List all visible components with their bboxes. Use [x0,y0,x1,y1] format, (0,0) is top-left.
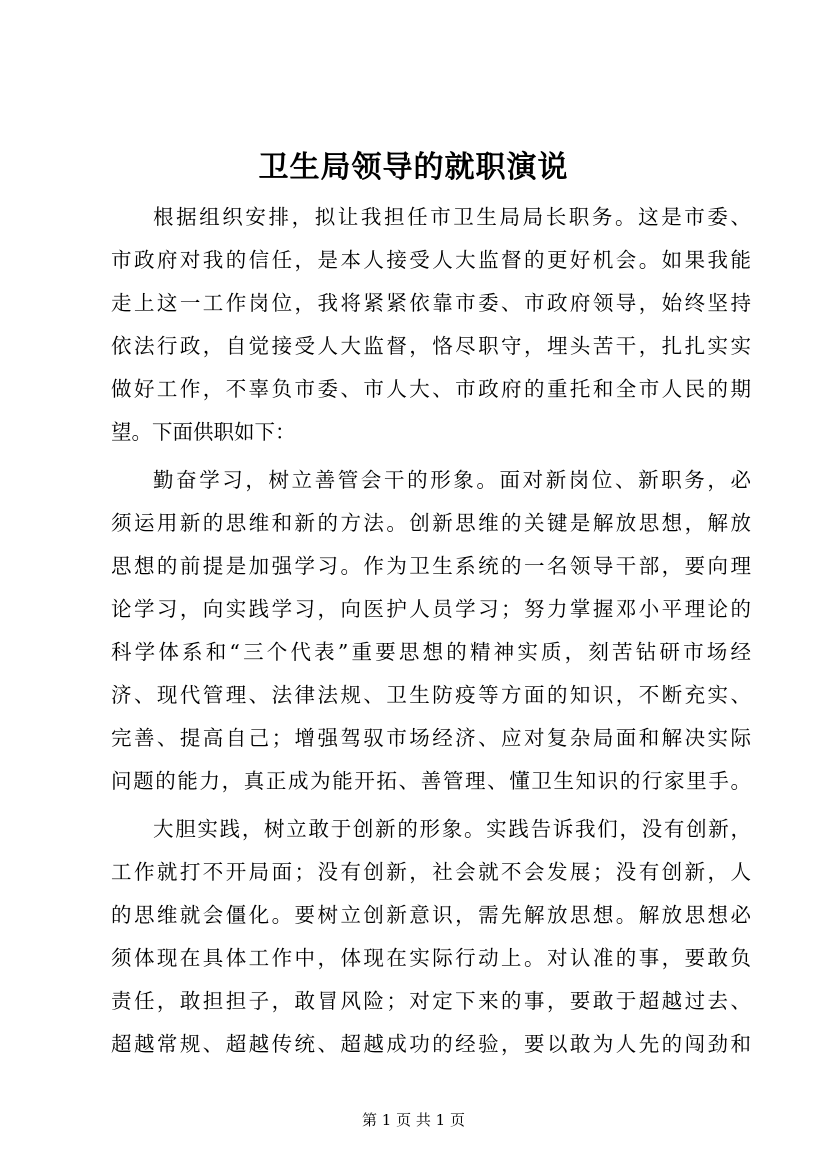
text-line: 须运用新的思维和新的方法。创新思维的关键是解放思想，解放 [111,511,751,535]
text-line: 思想的前提是加强学习。作为卫生系统的一名领导干部，要向理 [111,554,751,578]
text-line: 科学体系和“三个代表”重要思想的精神实质，刻苦钻研市场经 [111,640,751,664]
text-line: 完善、提高自己；增强驾驭市场经济、应对复杂局面和解决实际 [111,726,751,750]
text-line: 望。下面供职如下： [111,420,296,444]
page-footer: 第 1 页 共 1 页 [362,1111,465,1129]
text-line: 根据组织安排，拟让我担任市卫生局局长职务。这是市委、 [153,205,751,229]
text-line: 超越常规、超越传统、超越成功的经验，要以敢为人先的闯劲和 [111,1032,751,1056]
text-line: 市政府对我的信任，是本人接受人大监督的更好机会。如果我能 [111,248,751,272]
page-title: 卫生局领导的就职演说 [258,150,569,185]
document-body [111,196,751,1066]
text-line: 问题的能力，真正成为能开拓、善管理、懂卫生知识的行家里手。 [111,769,751,793]
text-line: 的思维就会僵化。要树立创新意识，需先解放思想。解放思想必 [111,903,751,927]
text-line: 依法行政，自觉接受人大监督，恪尽职守，埋头苦干，扎扎实实 [111,334,751,358]
text-line: 责任，敢担担子，敢冒风险；对定下来的事，要敢于超越过去、 [111,989,751,1013]
paragraph [111,459,751,803]
text-line: 做好工作，不辜负市委、市人大、市政府的重托和全市人民的期 [111,377,751,401]
text-line: 大胆实践，树立敢于创新的形象。实践告诉我们，没有创新， [153,817,751,841]
text-line: 勤奋学习，树立善管会干的形象。面对新岗位、新职务，必 [153,468,751,492]
paragraph [111,808,751,1066]
text-line: 走上这一工作岗位，我将紧紧依靠市委、市政府领导，始终坚持 [111,291,751,315]
text-line: 工作就打不开局面；没有创新，社会就不会发展；没有创新，人 [111,860,751,884]
paragraph [111,196,751,454]
text-line: 须体现在具体工作中，体现在实际行动上。对认准的事，要敢负 [111,946,751,970]
text-line: 论学习，向实践学习，向医护人员学习；努力掌握邓小平理论的 [111,597,751,621]
text-line: 济、现代管理、法律法规、卫生防疫等方面的知识，不断充实、 [111,683,751,707]
